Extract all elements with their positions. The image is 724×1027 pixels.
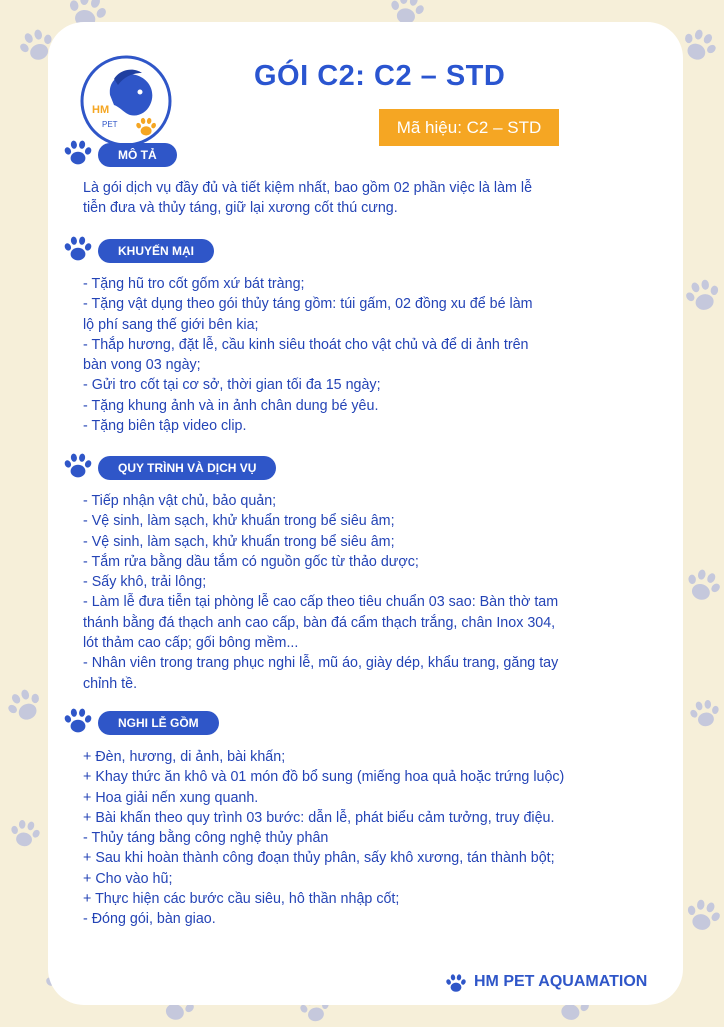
text-line: + Khay thức ăn khô và 01 món đồ bổ sung (miếng hoa quả hoặc trứng luộc) [83, 769, 565, 786]
text-line: + Bài khấn theo quy trình 03 bước: dẫn lễ, phát biểu cảm tưởng, truy điệu. [83, 809, 555, 826]
hm-pet-logo [80, 55, 172, 147]
text-line: chỉnh tề. [83, 675, 138, 692]
text-line: - Tặng hũ tro cốt gốm xứ bát tràng; [83, 276, 305, 292]
text-line: - Thủy táng bằng công nghệ thủy phân [83, 830, 329, 847]
page-title: GÓI C2: C2 – STD [254, 60, 506, 92]
section-body-process [83, 491, 673, 694]
section-body-description [83, 178, 673, 219]
text-line: - Tiếp nhận vật chủ, bảo quản; [83, 493, 277, 509]
section-body-ceremony [83, 747, 673, 930]
text-line: + Sau khi hoàn thành công đoạn thủy phân, sấy khô xương, tán thành bột; [83, 850, 555, 867]
text-line: - Tắm rửa bằng dầu tắm có nguồn gốc từ thảo dược; [83, 553, 419, 570]
text-line: + Đèn, hương, di ảnh, bài khấn; [83, 749, 286, 765]
text-line: - Tặng biên tập video clip. [83, 418, 247, 435]
text-line: - Vệ sinh, làm sạch, khử khuẩn trong bể siêu âm; [83, 533, 395, 550]
text-line: - Nhân viên trong trang phục nghi lễ, mũ áo, giày dép, khẩu trang, găng tay [83, 655, 559, 672]
content-card [48, 22, 683, 1005]
text-line: - Tặng vật dụng theo gói thủy táng gồm: túi gấm, 02 đồng xu để bé làm [83, 296, 533, 313]
text-line: thánh bằng đá thạch anh cao cấp, bàn đá cẩm thạch trắng, chân Inox 304, [83, 614, 556, 631]
section-title: NGHI LỄ GỒM [98, 711, 219, 735]
text-line: + Cho vào hũ; [83, 870, 173, 887]
text-line: bàn vong 03 ngày; [83, 357, 201, 374]
paw-icon [64, 140, 92, 166]
text-line: + Hoa giải nến xung quanh. [83, 789, 259, 806]
section-title: KHUYẾN MẠI [98, 239, 214, 263]
paw-icon [64, 236, 92, 262]
text-line: tiễn đưa và thủy táng, giữ lại xương cốt thú cưng. [83, 200, 398, 217]
background-paw-icon [3, 684, 47, 727]
text-line: - Đóng gói, bàn giao. [83, 911, 216, 928]
logo-pet-text: PET [102, 120, 118, 129]
background-paw-icon [682, 565, 724, 607]
paw-icon [64, 708, 92, 734]
text-line: - Thắp hương, đặt lễ, cầu kinh siêu thoát cho vật chủ và để di ảnh trên [83, 336, 529, 353]
text-line: - Tặng khung ảnh và in ảnh chân dung bé yêu. [83, 397, 379, 414]
text-line: + Thực hiện các bước cầu siêu, hô thần nhập cốt; [83, 891, 400, 908]
paw-icon [64, 453, 92, 479]
section-title: QUY TRÌNH VÀ DỊCH VỤ [98, 456, 276, 480]
text-line: lộ phí sang thế giới bên kia; [83, 316, 259, 333]
paw-icon [446, 974, 466, 993]
text-line: - Gửi tro cốt tại cơ sở, thời gian tối đa 15 ngày; [83, 377, 381, 394]
code-badge: Mã hiệu: C2 – STD [379, 109, 559, 146]
text-line: - Vệ sinh, làm sạch, khử khuẩn trong bể siêu âm; [83, 513, 395, 530]
text-line: lót thảm cao cấp; gối bông mềm... [83, 635, 299, 652]
section-body-promotion [83, 274, 673, 436]
background-paw-icon [682, 276, 723, 316]
text-line: - Sấy khô, trải lông; [83, 574, 207, 591]
background-paw-icon [682, 896, 723, 936]
logo-hm-text: HM [92, 104, 110, 116]
footer-brand-name: HM PET AQUAMATION [474, 973, 648, 990]
background-paw-icon [677, 24, 721, 67]
background-paw-icon [8, 818, 42, 851]
text-line: - Làm lễ đưa tiễn tại phòng lễ cao cấp theo tiêu chuẩn 03 sao: Bàn thờ tam [83, 594, 559, 611]
background-paw-icon [688, 698, 722, 731]
text-line: Là gói dịch vụ đầy đủ và tiết kiệm nhất, bao gồm 02 phần việc là làm lễ [83, 180, 533, 196]
section-title: MÔ TẢ [98, 143, 177, 167]
